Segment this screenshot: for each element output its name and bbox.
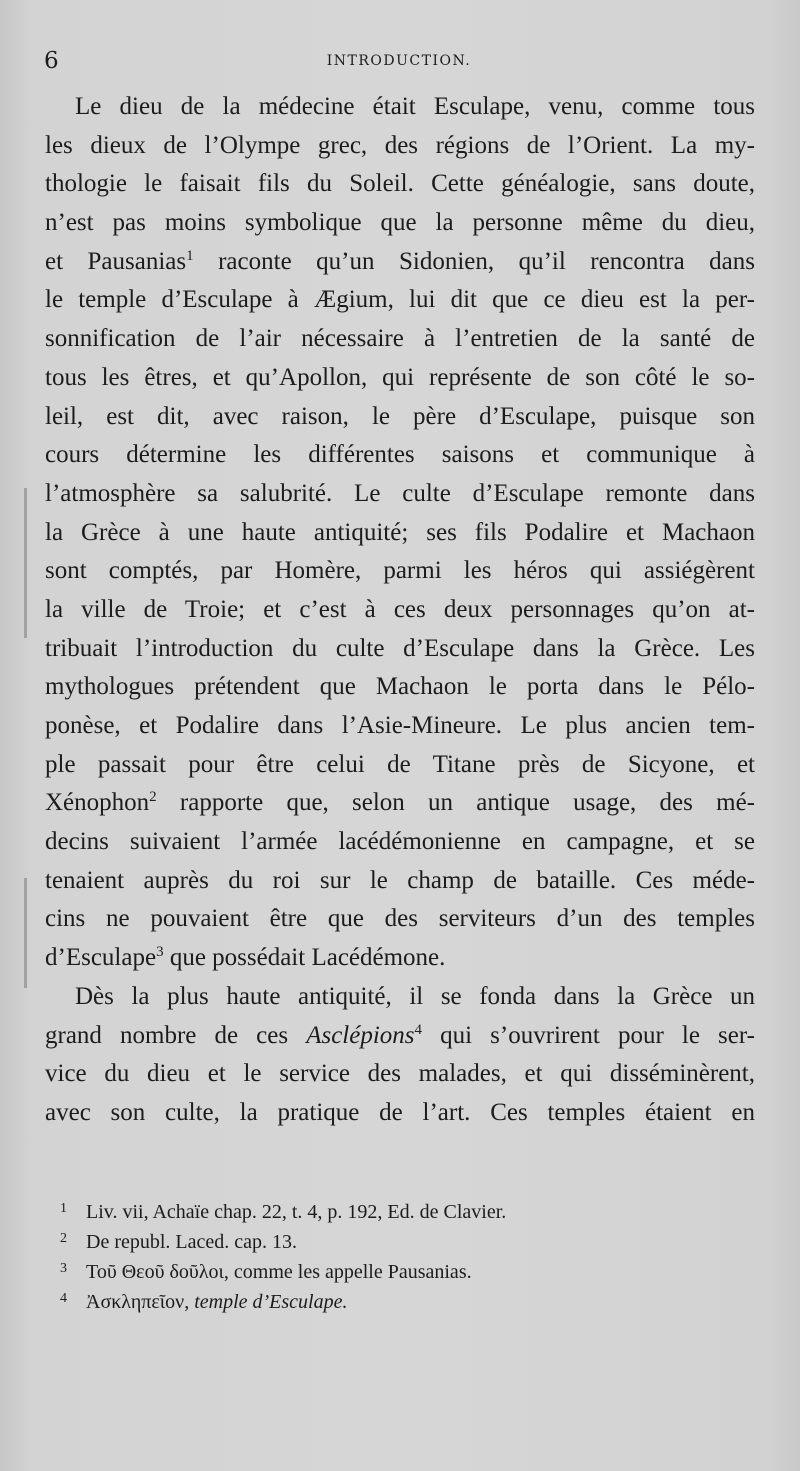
text-segment: qui s’ouvrirent pour le ser-	[422, 1021, 755, 1049]
text-line: avec son culte, la pratique de l’art. Ces temples étaient en	[45, 1098, 755, 1126]
body-text	[45, 88, 755, 1133]
footnote-ref: 2	[149, 789, 157, 806]
text-line: vice du dieu et le service des malades, et qui disséminèrent,	[45, 1060, 755, 1088]
text-segment: que possédait Lacédémone.	[163, 944, 446, 972]
text-line: Le dieu de la médecine était Esculape, venu, comme tous	[75, 93, 755, 120]
footnotes	[60, 1194, 720, 1314]
text-line: ple passait pour être celui de Titane près de Sicyone, et	[45, 750, 755, 778]
text-segment: d’Esculape	[45, 944, 157, 972]
text-line: cours détermine les différentes saisons et communique à	[45, 441, 755, 469]
footnote	[60, 1254, 720, 1284]
text-line	[45, 1017, 755, 1056]
footnote	[60, 1194, 720, 1224]
italic-term: Asclépions	[306, 1021, 415, 1049]
text-line: tous les êtres, et qu’Apollon, qui représente de son côté le so-	[45, 363, 755, 391]
text-line: n’est pas moins symbolique que la personne même du dieu,	[45, 209, 755, 237]
text-line: les dieux de l’Olympe grec, des régions de l’Orient. La my-	[45, 131, 755, 159]
footnote-italic: temple d’Esculape.	[194, 1291, 348, 1313]
running-head: INTRODUCTION.	[326, 53, 472, 69]
text-line: l’atmosphère sa salubrité. Le culte d’Esculape remonte dans	[45, 479, 755, 507]
text-line: tenaient auprès du roi sur le champ de bataille. Ces méde-	[45, 866, 755, 894]
text-line: le temple d’Esculape à Ægium, lui dit que ce dieu est la per-	[45, 286, 755, 314]
text-line: sont comptés, par Homère, parmi les héros qui assiégèrent	[45, 557, 755, 585]
text-line: thologie le faisait fils du Soleil. Cette généalogie, sans doute,	[45, 170, 755, 198]
footnote-text: Τοῦ Θεοῦ δοῦλοι, comme les appelle Pausanias.	[86, 1261, 472, 1283]
footnote-ref: 3	[156, 944, 164, 961]
text-line: la Grèce à une haute antiquité; ses fils Podalire et Machaon	[45, 518, 755, 546]
page-number: 6	[44, 48, 59, 74]
text-line: leil, est dit, avec raison, le père d’Esculape, puisque son	[45, 402, 755, 430]
footnote-mark: 3	[60, 1261, 67, 1276]
page-header	[44, 46, 754, 76]
footnote-mark: 2	[60, 1231, 67, 1246]
text-line: ponèse, et Podalire dans l’Asie-Mineure. Le plus ancien tem-	[45, 712, 755, 739]
text-line: tribuait l’introduction du culte d’Esculape dans la Grèce. Les	[45, 634, 755, 662]
text-line: decins suivaient l’armée lacédémonienne en campagne, et se	[45, 828, 755, 856]
text-line: la ville de Troie; et c’est à ces deux personnages qu’on at-	[45, 595, 755, 623]
text-segment: Xénophon	[45, 789, 150, 817]
footnote	[60, 1284, 720, 1314]
footnote-mark: 4	[60, 1291, 67, 1306]
text-line	[45, 939, 755, 978]
footnote-text: De republ. Laced. cap. 13.	[86, 1231, 298, 1253]
footnote-mark: 1	[60, 1201, 67, 1216]
text-line: Dès la plus haute antiquité, il se fonda dans la Grèce un	[75, 982, 755, 1010]
text-segment: raconte qu’un Sidonien, qu’il rencontra dans	[193, 247, 755, 275]
gutter-pencil-marks	[24, 488, 32, 998]
text-line: cins ne pouvaient être que des serviteurs d’un des temples	[45, 905, 755, 933]
text-segment: grand nombre de ces	[45, 1021, 307, 1049]
text-segment: et Pausanias	[45, 247, 187, 275]
footnote-text: Liv. vii, Achaïe chap. 22, t. 4, p. 192, Ed. de Clavier.	[86, 1201, 507, 1223]
text-line: sonnification de l’air nécessaire à l’entretien de la santé de	[45, 325, 755, 353]
footnote	[60, 1224, 720, 1254]
text-line: mythologues prétendent que Machaon le porta dans le Pélo-	[45, 673, 755, 701]
text-line	[45, 243, 755, 282]
text-segment: rapporte que, selon un antique usage, des mé-	[156, 789, 755, 817]
text-line	[45, 784, 755, 823]
footnote-greek: Ἀσκληπεῖον,	[86, 1291, 195, 1313]
footnote-ref: 1	[186, 247, 194, 264]
footnote-ref: 4	[414, 1021, 423, 1038]
